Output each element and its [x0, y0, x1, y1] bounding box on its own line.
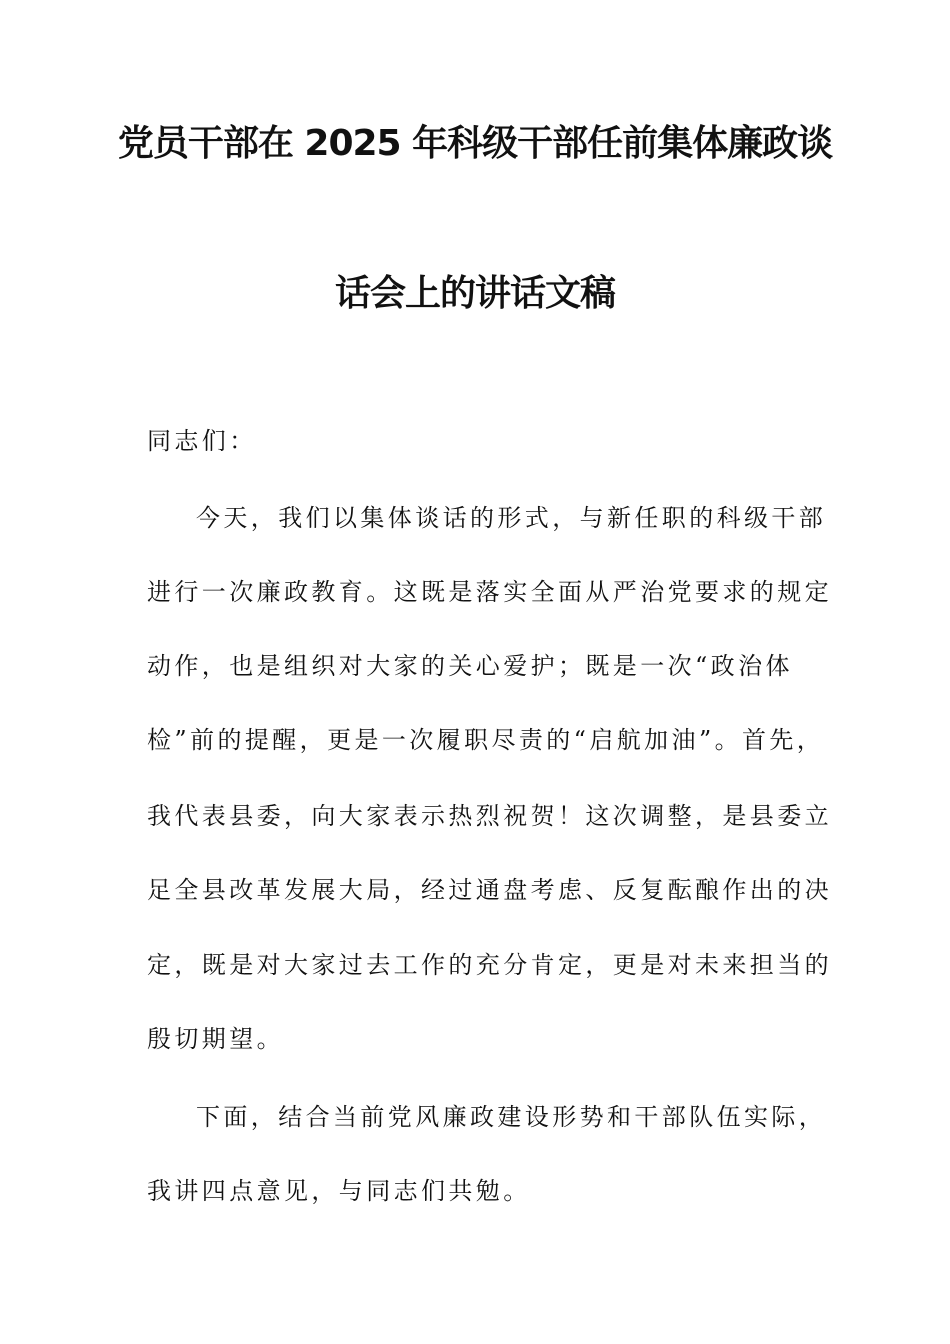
paragraph-1-line: 检”前的提醒，更是一次履职尽责的“启航加油”。首先，	[147, 726, 825, 754]
document-title-line-2: 话会上的讲话文稿	[334, 273, 615, 314]
paragraph-2-line: 下面，结合当前党风廉政建设形势和干部队伍实际，	[196, 1103, 827, 1131]
paragraph-1-line: 殷切期望。	[147, 1025, 284, 1053]
paragraph-1-line: 今天，我们以集体谈话的形式，与新任职的科级干部	[196, 504, 827, 532]
paragraph-1-line: 足全县改革发展大局，经过通盘考虑、反复酝酿作出的决	[147, 876, 832, 904]
paragraph-1-line: 我代表县委，向大家表示热烈祝贺！这次调整，是县委立	[147, 802, 832, 830]
paragraph-1-line: 定，既是对大家过去工作的充分肯定，更是对未来担当的	[147, 951, 832, 979]
document-title-line-1: 党员干部在 2025 年科级干部任前集体廉政谈	[117, 123, 833, 164]
paragraph-1-line: 进行一次廉政教育。这既是落实全面从严治党要求的规定	[147, 578, 832, 606]
paragraph-1-line: 动作，也是组织对大家的关心爱护；既是一次“政治体	[147, 652, 793, 680]
paragraph-2-line: 我讲四点意见，与同志们共勉。	[147, 1177, 531, 1205]
salutation: 同志们：	[147, 427, 257, 455]
